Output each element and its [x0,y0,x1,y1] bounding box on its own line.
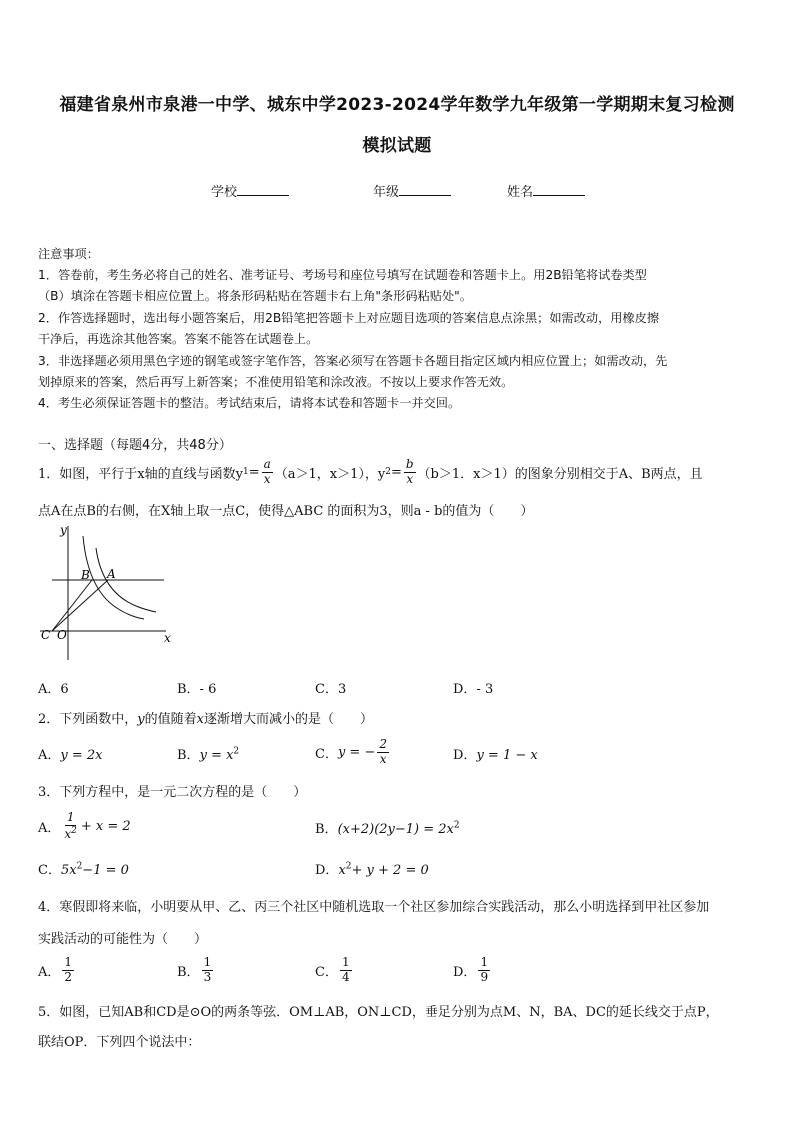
q4-option-a[interactable] [38,950,76,990]
q3-option-a-fraction [62,811,79,842]
q4-option-b-fraction [202,956,214,985]
q3-option-a-den-sup: 2 [71,825,77,836]
q1-frac-b-den: x [406,471,414,486]
q2-option-b-expr: y = x [199,748,234,763]
fig-label-b: B [81,568,90,582]
q2-option-c[interactable] [315,732,391,772]
q2-option-a[interactable] [38,744,103,763]
q3-option-c-label: C． [38,863,61,878]
note-line: 划掉原来的答案，然后再写上新答案；不准使用铅笔和涂改液。不按以上要求作答无效。 [38,375,514,389]
q1-eq: = [248,464,260,480]
q4-option-b-label: B． [177,964,200,980]
name-label: 姓名 [507,185,534,200]
q1-frac-a-num: a [263,456,271,471]
q1-sub2: 2 [385,467,391,477]
fig-label-x: x [164,631,171,645]
q4-option-b[interactable] [177,950,215,990]
q3-option-d-sup: 2 [345,861,352,872]
school-label: 学校 [211,185,238,200]
q4-option-d-num: 1 [480,954,489,969]
q5-stem-line1: 5．如图，已知AB和CD是⊙O的两条等弦．OM⊥AB，ON⊥CD，垂足分别为点M、N，BA、DC的延长线交于点P， [38,1005,719,1020]
q4-option-d[interactable] [453,950,492,990]
q3-option-d-post: + y + 2 = 0 [351,863,429,878]
q4-option-d-label: D． [453,964,477,980]
fig-label-c: C [41,628,51,642]
q4-option-c-den: 4 [341,969,350,984]
q2-option-c-label: C． [315,746,338,762]
q4-option-a-fraction [62,956,74,985]
q2-option-d-label: D． [453,748,477,763]
q4-stem-line2: 实践活动的可能性为（ ） [38,932,208,947]
q3-option-d[interactable] [315,859,429,878]
q5-stem-line2: 联结OP．下列四个说法中： [38,1035,201,1050]
q4-option-d-den: 9 [480,969,489,984]
q1-fraction-a [262,458,273,487]
q1-frac-a-den: x [263,471,271,486]
q2-x: x [196,712,204,727]
note-line: 干净后，再选涂其他答案。答案不能答在试题卷上。 [38,332,319,346]
q4-option-d-fraction [478,956,490,985]
q4-option-c-label: C． [315,964,338,980]
segment-ca [52,580,108,631]
q3-option-c-pre: 5x [60,863,77,878]
q4-option-b-num: 1 [203,954,212,969]
q2-option-c-den: x [379,751,387,766]
q3-option-a-num: 1 [66,809,75,824]
school-blank[interactable] [237,183,289,196]
q1-figure [36,522,178,664]
q3-option-a[interactable] [38,806,131,846]
grade-label: 年级 [373,185,400,200]
segment-cb [52,580,92,631]
q1-eq2: = [390,464,402,480]
q3-option-b-expr: (x+2)(2y−1) = 2x [337,822,454,837]
q2-option-c-num: 2 [379,736,387,751]
note-line: 3．非选择题必须用黑色字迹的钢笔或签字笔作答，答案必须写在答题卡各题目指定区域内相应位置上；如需改动，先 [38,354,668,368]
q3-option-d-pre: x [338,863,346,878]
q4-option-a-den: 2 [64,969,73,984]
q4-option-c-num: 1 [341,954,350,969]
fig-label-o: O [57,628,67,642]
title-line-1: 福建省泉州市泉港一中学、城东中学2023-2024学年数学九年级第一学期期末复习检测 [59,95,735,115]
q3-option-c-post: −1 = 0 [82,863,129,878]
grade-field [373,181,451,200]
q1-cond1: （a＞1，x＞1），y [274,466,386,482]
q3-option-a-post: + x = 2 [80,818,131,834]
q3-stem: 3．下列方程中，是一元二次方程的是（ ） [38,785,307,800]
q2-mid: 的值随着 [144,712,197,727]
q3-option-b-sup: 2 [453,820,460,831]
q2-option-d[interactable] [453,744,538,763]
q4-option-a-label: A． [38,964,61,980]
q2-option-a-expr: y = 2x [60,748,103,763]
q2-y: y [137,712,145,727]
q1-pre: 1．如图，平行于x轴的直线与函数y [38,466,243,482]
q1-cond2: （b＞1．x＞1）的图象分别相交于A、B两点，且 [417,466,703,482]
section-heading: 一、选择题（每题4分，共48分） [38,438,232,453]
school-field [211,181,289,200]
note-line: 4．考生必须保证答题卡的整洁。考试结束后，请将本试卷和答题卡一并交回。 [38,396,461,410]
q2-option-b-label: B． [177,748,200,763]
q1-fraction-b [404,458,416,487]
q2-option-c-pre: y = − [337,744,376,760]
q1-option-d[interactable]: D．- 3 [453,682,494,697]
q4-option-c-fraction [340,956,352,985]
q1-option-c[interactable]: C．3 [315,682,347,697]
q2-stem [38,708,373,727]
q3-option-a-den-x: x [64,826,72,841]
q1-option-a[interactable]: A．6 [38,682,69,697]
q4-stem-line1: 4．寒假即将来临，小明要从甲、乙、丙三个社区中随机选取一个社区参加综合实践活动，那么小明选择到甲社区参加 [38,900,710,915]
q1-sub1: 1 [242,467,249,477]
q2-post: 逐渐增大而减小的是（ ） [204,712,374,727]
q1-option-b[interactable]: B．- 6 [177,682,217,697]
q4-option-c[interactable] [315,950,354,990]
name-field [507,181,585,200]
q4-option-a-num: 1 [64,954,73,969]
q2-option-a-label: A． [38,748,61,763]
note-line: 2．作答选择题时，选出每小题答案后，用2B铅笔把答题卡上对应题目选项的答案信息点涂黑；如需改动，用橡皮擦 [38,311,660,325]
q3-option-a-den [62,826,79,842]
q3-option-a-label: A． [38,820,61,836]
q3-option-b-label: B． [315,822,338,837]
q4-option-b-den: 3 [203,969,212,984]
q2-option-b-sup: 2 [233,746,240,757]
grade-blank[interactable] [399,183,451,196]
q2-option-d-expr: y = 1 − x [476,748,538,763]
q2-option-c-fraction [377,738,389,767]
q3-option-c-sup: 2 [76,861,83,872]
q1-stem-line1 [38,455,703,489]
note-line: 1．答卷前，考生务必将自己的姓名、准考证号、考场号和座位号填写在试题卷和答题卡上。用2B铅笔将试卷类型 [38,268,647,282]
q3-option-d-label: D． [315,863,339,878]
q2-option-b[interactable] [177,744,239,763]
title-line-2: 模拟试题 [362,136,432,156]
fig-label-y: y [60,523,67,537]
notes-heading: 注意事项： [38,247,99,261]
q2-pre: 2．下列函数中， [38,712,138,727]
q1-frac-b-num: b [405,456,414,471]
note-line: （B）填涂在答题卡相应位置上。将条形码粘贴在答题卡右上角"条形码粘贴处"。 [38,289,472,303]
fig-label-a: A [107,567,116,581]
q3-option-c[interactable] [38,859,129,878]
q1-stem-line2: 点A在点B的右侧，在X轴上取一点C，使得△ABC 的面积为3，则a - b的值为（ ） [38,504,534,519]
name-blank[interactable] [533,183,585,196]
q3-option-b[interactable] [315,818,460,837]
